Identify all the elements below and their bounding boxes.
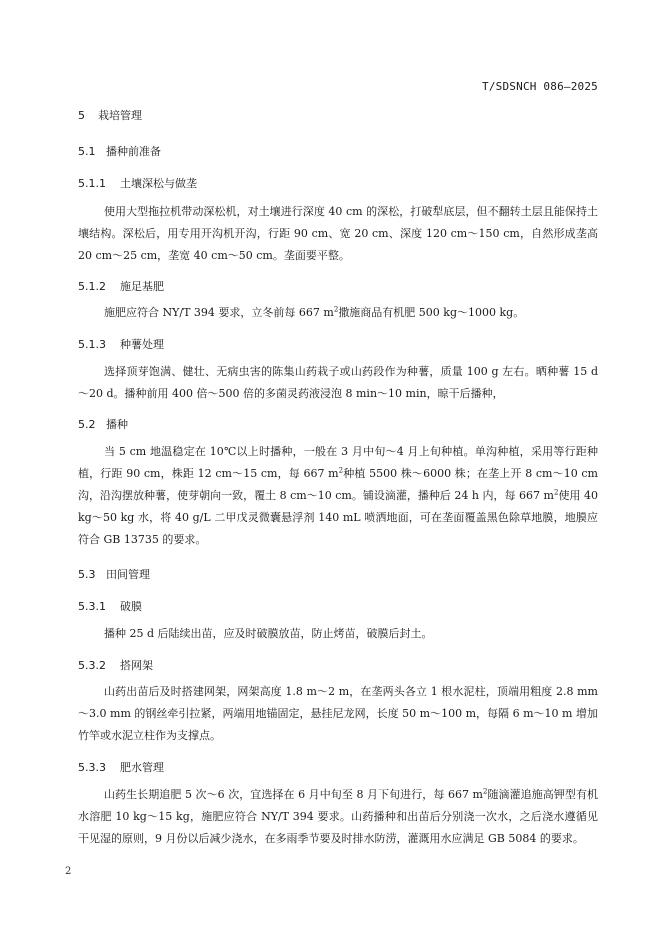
section-title: 土壤深松与做垄 — [120, 177, 197, 190]
section-heading-5-3-2 — [78, 657, 153, 673]
section-title: 播种 — [106, 418, 128, 431]
section-number: 5.3.1 — [78, 600, 106, 613]
section-number: 5.3.3 — [78, 761, 106, 774]
section-title: 搭网架 — [120, 659, 153, 672]
paragraph-5-3-2: 山药出苗后及时搭建网架，网架高度 1.8 m～2 m，在垄两头各立 1 根水泥柱，顶端用粗度 2.8 mm～3.0 mm 的钢丝牵引拉紧，两端用地锚固定，悬挂尼龙网，长度 50 m～100 m，每隔 6 m～10 m 增加竹竿或水泥立柱作为支撑点。 — [78, 685, 598, 742]
text-run: 种植 5500 株～6000 株；在垄上开 8 cm～10 cm 沟，沿沟摆放种薯，使芽朝向一致，覆土 8 cm～10 cm。铺设滴灌，播种后 24 h 内，每 667 m — [78, 467, 598, 502]
paragraph-5-1-3: 选择顶芽饱满、健壮、无病虫害的陈集山药栽子或山药段作为种薯，质量 100 g 左右。晒种薯 15 d～20 d。播种前用 400 倍～500 倍的多菌灵药液浸泡 8 min～10 min，晾干后播种， — [78, 365, 598, 400]
section-heading-5 — [78, 107, 142, 123]
section-number: 5.3.2 — [78, 659, 106, 672]
section-number: 5.2 — [78, 418, 96, 431]
text-run: 当 5 cm 地温稳定在 10℃以上时播种，一般在 3 月中旬～4 月上旬种植。单沟种植，采用等行距种植，行距 90 cm，株距 12 cm～15 cm，每 667 m — [78, 445, 598, 480]
superscript: 2 — [553, 488, 559, 497]
standard-number: T/SDSNCH 086—2025 — [482, 80, 598, 93]
section-title: 种薯处理 — [120, 338, 164, 351]
text-run: 撒施商品有机肥 500 kg～1000 kg。 — [338, 306, 525, 319]
section-number: 5.1.1 — [78, 177, 106, 190]
text-run: 山药生长期追肥 5 次～6 次，宜选择在 6 月中旬至 8 月下旬进行，每 667 m — [104, 788, 483, 801]
page-number: 2 — [65, 866, 72, 877]
paragraph-5-1-1: 使用大型拖拉机带动深松机，对土壤进行深度 40 cm 的深松，打破犁底层，但不翻转土层且能保持土壤结构。深松后，用专用开沟机开沟，行距 90 cm、宽 20 cm、深度 120 cm～150 cm，自然形成垄高 20 cm～25 cm，垄宽 40 cm～50 cm。垄面要平整。 — [78, 205, 598, 262]
section-title: 施足基肥 — [120, 280, 164, 293]
section-heading-5-1-2 — [78, 278, 164, 294]
section-title: 栽培管理 — [98, 109, 142, 122]
section-heading-5-1 — [78, 143, 161, 159]
superscript: 2 — [333, 305, 339, 314]
section-heading-5-1-3 — [78, 336, 164, 352]
section-number: 5.3 — [78, 568, 96, 581]
section-heading-5-2 — [78, 416, 128, 432]
section-title: 田间管理 — [106, 568, 150, 581]
section-title: 肥水管理 — [120, 761, 164, 774]
paragraph-5-1-2 — [78, 302, 598, 324]
section-heading-5-1-1 — [78, 175, 197, 191]
paragraph-5-3-1: 播种 25 d 后陆续出苗，应及时破膜放苗，防止烤苗，破膜后封土。 — [104, 627, 433, 640]
section-number: 5 — [78, 109, 85, 122]
superscript: 2 — [338, 466, 344, 475]
section-heading-5-3-1 — [78, 598, 142, 614]
text-run: 使用 40 kg～50 kg 水，将 40 g/L 二甲戊灵微囊悬浮剂 140 mL 喷洒地面，可在垄面覆盖黑色除草地膜，地膜应符合 GB 13735 的要求。 — [78, 489, 598, 546]
section-title: 破膜 — [120, 600, 142, 613]
section-title: 播种前准备 — [106, 145, 161, 158]
text-run: 施肥应符合 NY/T 394 要求，立冬前每 667 m — [104, 306, 334, 319]
section-number: 5.1 — [78, 145, 96, 158]
paragraph-5-3-3 — [78, 784, 598, 850]
section-heading-5-3-3 — [78, 759, 164, 775]
paragraph-5-2 — [78, 441, 598, 551]
superscript: 2 — [482, 787, 488, 796]
section-number: 5.1.2 — [78, 280, 106, 293]
section-heading-5-3 — [78, 566, 150, 582]
section-number: 5.1.3 — [78, 338, 106, 351]
text-run: 随滴灌追施高钾型有机水溶肥 10 kg～15 kg，施肥应符合 NY/T 394 要求。山药播种和出苗后分别浇一次水，之后浇水遵循见干见湿的原则，9 月份以后减少浇水，在多雨季节要及时排水防涝，灌溉用水应满足 GB 5084 的要求。 — [78, 788, 599, 845]
